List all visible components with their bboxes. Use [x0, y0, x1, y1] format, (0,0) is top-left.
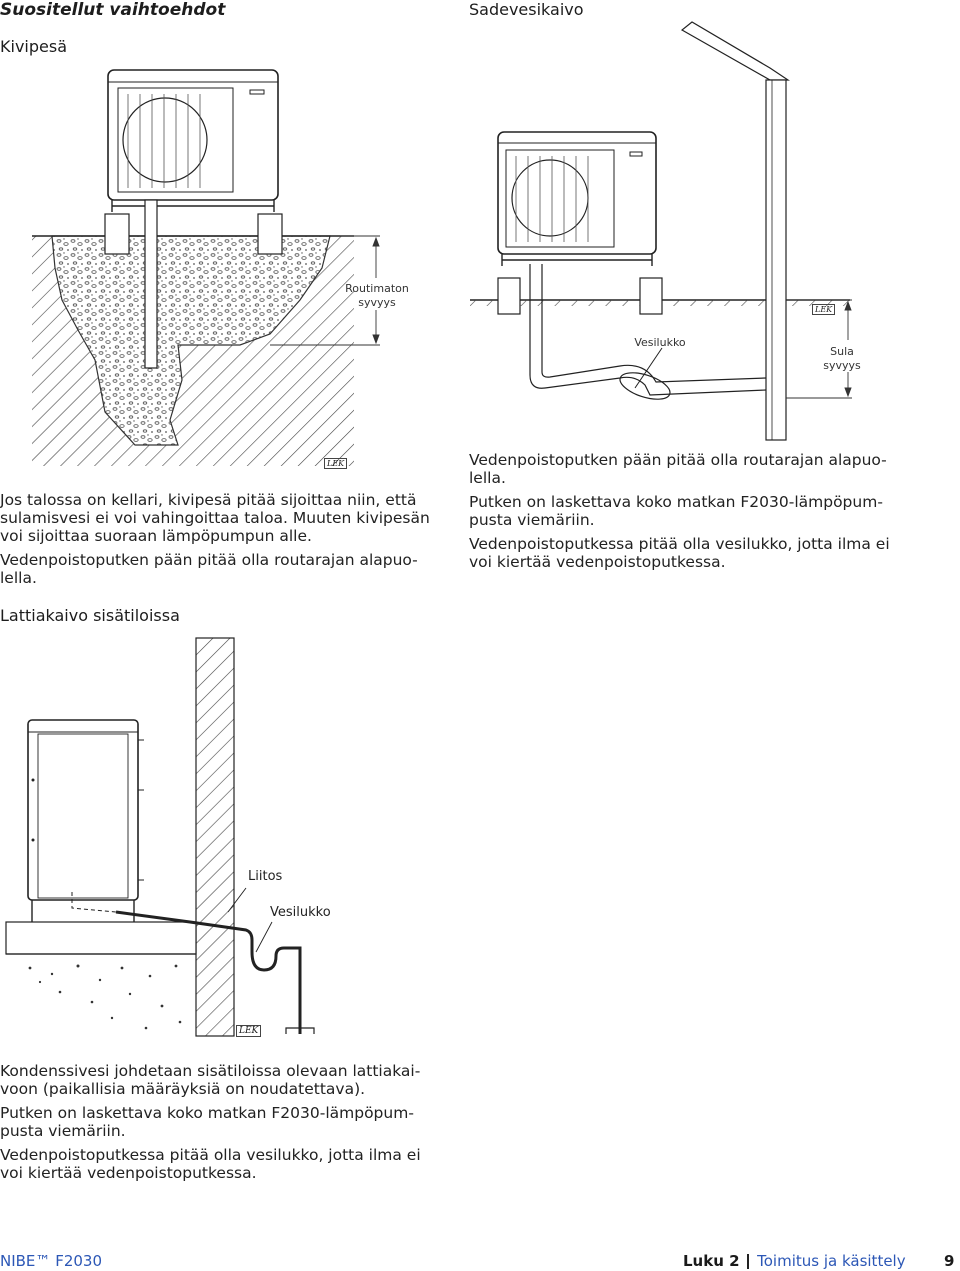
- sadevesikaivo-paragraph-1: Vedenpoistoputken pään pitää olla routarajan alapuo- lella.: [469, 451, 887, 487]
- kivipesa-diagram: [0, 0, 480, 480]
- lek-logo-2: LEK: [812, 304, 835, 315]
- lattiakaivo-paragraph-2: Putken on laskettava koko matkan F2030-lämpöpum- pusta viemäriin.: [0, 1104, 414, 1140]
- lek-logo-3: LEK: [236, 1025, 261, 1037]
- kivipesa-title: Kivipesä: [0, 37, 67, 56]
- sadevesikaivo-paragraph-2: Putken on laskettava koko matkan F2030-lämpöpum- pusta viemäriin.: [469, 493, 883, 529]
- lek-logo: LEK: [324, 458, 347, 469]
- model-name: F2030: [55, 1252, 103, 1270]
- kivipesa-paragraph-1: Jos talossa on kellari, kivipesä pitää sijoittaa niin, että sulamisvesi ei voi vahingoittaa taloa. Muuten kivipesän voi sijoittaa suoraan lämpöpumpun alle.: [0, 491, 430, 545]
- liitos-label: Liitos: [248, 869, 283, 884]
- routimaton-label: Routimaton syvyys: [345, 282, 409, 309]
- sadevesikaivo-diagram: [470, 0, 890, 440]
- sadevesikaivo-title: Sadevesikaivo: [469, 0, 584, 19]
- chapter-title: Toimitus ja käsittely: [757, 1252, 906, 1270]
- page-number: 9: [944, 1252, 955, 1270]
- downpipe: [766, 80, 786, 440]
- lattiakaivo-paragraph-1: Kondenssivesi johdetaan sisätiloissa olevaan lattiakai- voon (paikallisia määräyksiä on noudatettava).: [0, 1062, 421, 1098]
- lattiakaivo-title: Lattiakaivo sisätiloissa: [0, 606, 180, 625]
- footer-divider: [747, 1254, 749, 1269]
- footer-chapter: [683, 1252, 906, 1270]
- brand-name: NIBE™: [0, 1252, 51, 1270]
- chapter-label: Luku 2: [683, 1252, 740, 1270]
- footer-brand: [0, 1252, 102, 1270]
- sadevesikaivo-paragraph-3: Vedenpoistoputkessa pitää olla vesilukko, jotta ilma ei voi kiertää vedenpoistoputkessa.: [469, 535, 890, 571]
- kivipesa-text: [0, 491, 440, 587]
- sula-label: Sula syvyys: [823, 345, 861, 372]
- section-title: Suositellut vaihtoehdot: [0, 0, 226, 20]
- vesilukko-label: Vesilukko: [634, 336, 686, 349]
- lattiakaivo-paragraph-3: Vedenpoistoputkessa pitää olla vesilukko, jotta ilma ei voi kiertää vedenpoistoputkessa.: [0, 1146, 421, 1182]
- drain-pipe: [145, 200, 157, 368]
- kivipesa-paragraph-2: Vedenpoistoputken pään pitää olla routarajan alapuo- lella.: [0, 551, 418, 587]
- wall: [196, 638, 234, 1036]
- vesilukko-label-2: Vesilukko: [270, 905, 331, 920]
- lattiakaivo-text: [0, 1062, 440, 1182]
- sadevesikaivo-text: [469, 451, 909, 571]
- lattiakaivo-diagram: [0, 630, 420, 1040]
